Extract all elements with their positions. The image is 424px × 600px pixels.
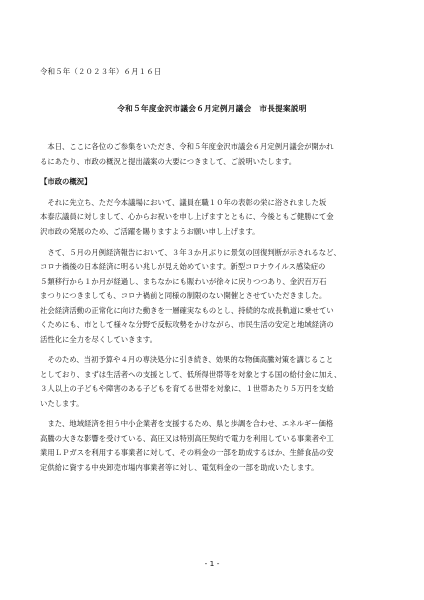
paragraph-line: 社会経済活動の正常化に向けた動きを一層確実なものとし、持続的な成長軌道に乗せてい — [40, 305, 334, 315]
paragraph-line: 【市政の概況】 — [40, 177, 92, 187]
section-heading — [40, 175, 386, 190]
paragraph — [40, 417, 386, 475]
paragraph-line: くためにも、市として様々な分野で反転攻勢をかけながら、市民生活の安定と地域経済の — [40, 320, 334, 330]
paragraph-line: さて、５月の月例経済報告において、３年３か月ぶりに景気の回復判断が示されるなど、 — [40, 247, 341, 257]
paragraph-line: 本泰広議員に対しまして、心からお祝いを申し上げますとともに、今後ともご健勝にて金 — [40, 212, 334, 222]
paragraph-line: まつりにつきましても、コロナ禍前と同様の制限のない開催とさせていただきました。 — [40, 291, 327, 301]
paragraph — [40, 196, 386, 240]
paragraph-line: としており、まずは生活者への支援として、低所得世帯等を対象とする国の給付金に加え、 — [40, 369, 342, 379]
paragraph — [40, 140, 386, 169]
paragraph-line: いたします。 — [40, 398, 84, 408]
paragraph-line: 業用ＬＰガスを利用する事業者に対して、その料金の一部を助成するほか、生鮮食品の安 — [40, 448, 334, 458]
paragraph-line: また、地域経済を担う中小企業者を支援するため、県と歩調を合わせ、エネルギー価格 — [40, 419, 334, 429]
document-date: 令和５年（２０２３年）６月１６日 — [40, 67, 162, 76]
paragraph-line: それに先立ち、ただ今本議場において、議員在職１０年の表彰の栄に浴されました坂 — [40, 197, 327, 207]
page-number: - 1 - — [204, 559, 220, 568]
paragraph-line: 本日、ここに各位のご参集をいただき、令和５年度金沢市議会６月定例月議会が開かれ — [40, 142, 334, 151]
document-body — [40, 140, 386, 475]
paragraph-line: 高騰の大きな影響を受けている、高圧又は特別高圧契約で電力を利用している事業者や工 — [40, 433, 334, 443]
paragraph-line: 沢市政の発展のため、ご活躍を賜りますようお願い申し上げます。 — [40, 226, 260, 236]
paragraph — [40, 246, 386, 348]
paragraph — [40, 353, 386, 411]
paragraph-line: そのため、当初予算や４月の専決処分に引き続き、効果的な物価高騰対策を講じること — [40, 355, 334, 365]
document-title: 令和５年度金沢市議会６月定例月議会 市長提案説明 — [117, 104, 307, 113]
paragraph-line: ５類移行から１か月が経過し、まちなかにも賑わいが徐々に戻りつつあり、金沢百万石 — [40, 276, 327, 286]
paragraph-line: 活性化に全力を尽くしていきます。 — [40, 334, 157, 344]
paragraph-line: ３人以上の子どもや障害のある子どもを育てる世帯を対象に、１世帯あたり５万円を支給 — [40, 384, 334, 394]
paragraph-line: 定供給に資する中央卸売市場内事業者等に対し、電気料金の一部を助成いたします。 — [40, 462, 319, 472]
paragraph-line: コロナ禍後の日本経済に明るい兆しが見え始めています。新型コロナウイルス感染症の — [40, 262, 326, 272]
paragraph-line: るにあたり、市政の概況と提出議案の大要につきまして、ご説明いたします。 — [40, 156, 297, 166]
